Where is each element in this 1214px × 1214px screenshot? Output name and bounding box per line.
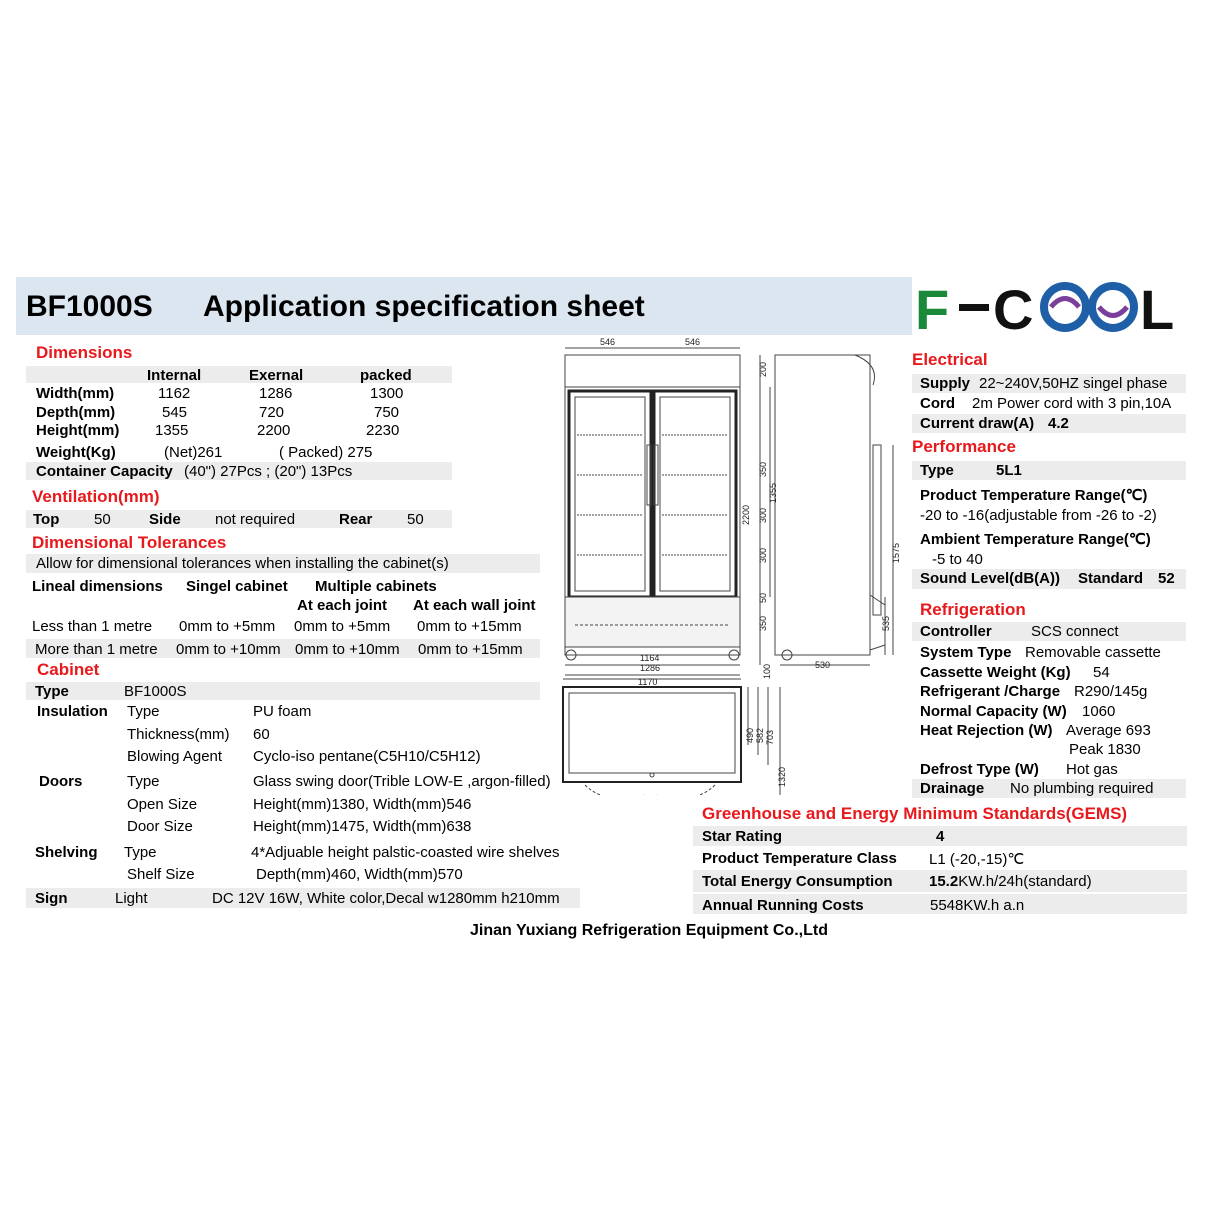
dim-top-right: 703: [765, 729, 775, 745]
spec-value: 4*Adjuable height palstic-coasted wire shelves: [251, 844, 560, 861]
current-label: Current draw(A): [920, 415, 1035, 432]
tol-cell: 0mm to +10mm: [295, 641, 400, 658]
dim-right: 300: [758, 547, 768, 563]
ptr-value: -20 to -16(adjustable from -26 to -2): [920, 507, 1157, 524]
col-multiple: Multiple cabinets: [315, 578, 437, 595]
dim-right: 200: [758, 361, 768, 377]
sub-wall: At each wall joint: [413, 597, 536, 614]
container-label: Container Capacity: [36, 463, 173, 480]
tol-cell: 0mm to +10mm: [176, 641, 281, 658]
dim-side-right: 1575: [891, 542, 901, 563]
capacity-label: Normal Capacity (W): [920, 703, 1067, 720]
col-single: Singel cabinet: [186, 578, 288, 595]
cabinet-heading: Cabinet: [37, 660, 100, 679]
supply-label: Supply: [920, 375, 971, 392]
cell: 2230: [366, 422, 400, 439]
svg-text:F: F: [915, 280, 950, 334]
dim-top-view-width: 1170: [638, 677, 658, 687]
refrigerant-value: R290/145g: [1074, 683, 1148, 700]
performance-heading: Performance: [912, 437, 1016, 456]
sound-label: Sound Level(dB(A)): [920, 570, 1060, 587]
vent-side: not required: [215, 511, 296, 528]
tol-cell: 0mm to +5mm: [294, 618, 391, 635]
f-cool-logo-icon: [915, 280, 1185, 334]
cord-value: 2m Power cord with 3 pin,10A: [972, 395, 1172, 412]
cell: 1286: [259, 385, 293, 402]
refrigeration-heading: Refrigeration: [920, 600, 1026, 619]
current-value: 4.2: [1048, 415, 1069, 432]
gems-value: 4: [936, 828, 945, 845]
spec-key: Open Size: [127, 796, 198, 813]
heat-label: Heat Rejection (W): [920, 722, 1053, 739]
doors-label: Doors: [39, 773, 83, 790]
heat-peak: Peak 1830: [1069, 741, 1141, 758]
row-label: Depth(mm): [36, 404, 116, 421]
spec-value: Height(mm)1380, Width(mm)546: [253, 796, 472, 813]
gems-value: 5548KW.h a.n: [930, 897, 1025, 914]
gems-label: Annual Running Costs: [702, 897, 864, 914]
cabinet-type: BF1000S: [124, 683, 187, 700]
cell: 720: [259, 404, 285, 421]
tol-row-label: More than 1 metre: [35, 641, 158, 658]
tolerances-heading: Dimensional Tolerances: [32, 533, 227, 552]
dimensions-heading: Dimensions: [36, 343, 133, 362]
defrost-value: Hot gas: [1066, 761, 1118, 778]
container-value: (40") 27Pcs ; (20") 13Pcs: [184, 463, 353, 480]
electrical-heading: Electrical: [912, 350, 988, 369]
spec-value: Cyclo-iso pentane(C5H10/C5H12): [253, 748, 481, 765]
spec-value: 60: [253, 726, 270, 743]
cabinet-type-band: [26, 682, 540, 700]
dim-right: 350: [758, 615, 768, 631]
svg-text:L: L: [1140, 280, 1175, 334]
dim-right: 350: [758, 461, 768, 477]
system-label: System Type: [920, 644, 1012, 661]
col-external: Exernal: [249, 367, 304, 384]
sign-label: Sign: [35, 890, 68, 907]
dim-side-bottom: 530: [815, 660, 831, 670]
gems-label: Product Temperature Class: [702, 850, 897, 867]
capacity-value: 1060: [1082, 703, 1116, 720]
refrigerant-label: Refrigerant /Charge: [920, 683, 1061, 700]
col-internal: Internal: [147, 367, 202, 384]
spec-value: Height(mm)1475, Width(mm)638: [253, 818, 472, 835]
dim-right: 2200: [741, 504, 751, 525]
tol-row-label: Less than 1 metre: [32, 618, 153, 635]
sign-value: DC 12V 16W, White color,Decal w1280mm h210mm: [212, 890, 560, 907]
col-lineal: Lineal dimensions: [32, 578, 163, 595]
cord-label: Cord: [920, 395, 955, 412]
dim-right: 50: [758, 592, 768, 603]
gems-label: Total Energy Consumption: [702, 873, 893, 890]
gems-label: Star Rating: [702, 828, 783, 845]
dim-top-right: 582: [755, 727, 765, 743]
spec-key: Type: [127, 773, 160, 790]
energy-unit: KW.h/24h(standard): [958, 873, 1092, 890]
page-title: Application specification sheet: [203, 290, 645, 323]
cell: 2200: [257, 422, 291, 439]
row-label: Width(mm): [36, 385, 115, 402]
dim-top-right: 490: [745, 727, 755, 743]
spec-key: Shelf Size: [127, 866, 195, 883]
weight-packed: ( Packed) 275: [279, 444, 373, 461]
shelving-label: Shelving: [35, 844, 98, 861]
gems-value: L1 (-20,-15)℃: [929, 851, 1025, 868]
drainage-value: No plumbing required: [1010, 780, 1154, 797]
atr-value: -5 to 40: [932, 551, 983, 568]
dim-front-bottom-1: 1164: [640, 653, 660, 663]
dim-top-right: 1320: [777, 766, 787, 787]
cell: 1355: [155, 422, 189, 439]
dim-side-right: 535: [881, 615, 891, 631]
cassette-value: 54: [1093, 664, 1110, 681]
controller-label: Controller: [920, 623, 992, 640]
heat-average: Average 693: [1066, 722, 1151, 739]
ventilation-heading: Ventilation(mm): [32, 487, 160, 506]
company-footer: Jinan Yuxiang Refrigeration Equipment Co.,Ltd: [470, 922, 828, 939]
vent-rear: 50: [407, 511, 424, 528]
cabinet-type-label: Type: [35, 683, 69, 700]
cell: 750: [374, 404, 400, 421]
gems-value: [929, 873, 1092, 890]
system-value: Removable cassette: [1025, 644, 1161, 661]
spec-key: Thickness(mm): [127, 726, 230, 743]
sound-std-label: Standard: [1078, 570, 1144, 587]
spec-key: Blowing Agent: [127, 748, 223, 765]
ptr-label: Product Temperature Range(℃): [920, 487, 1148, 504]
cell: 545: [162, 404, 188, 421]
col-packed: packed: [360, 367, 412, 384]
supply-value: 22~240V,50HZ singel phase: [979, 375, 1168, 392]
sub-joint: At each joint: [297, 597, 388, 614]
cell: 1162: [158, 385, 191, 402]
perf-type: 5L1: [996, 462, 1022, 479]
dim-right: 300: [758, 507, 768, 523]
spec-value: PU foam: [253, 703, 312, 720]
atr-label: Ambient Temperature Range(℃): [920, 531, 1151, 548]
tol-cell: 0mm to +15mm: [418, 641, 523, 658]
spec-key: Type: [127, 703, 160, 720]
technical-drawing: [555, 335, 905, 795]
dim-right: 1355: [768, 482, 778, 503]
vent-side-label: Side: [149, 511, 181, 528]
model-number: BF1000S: [26, 290, 153, 323]
dim-front-top-1: 546: [600, 337, 616, 347]
insulation-label: Insulation: [37, 703, 108, 720]
gems-heading: Greenhouse and Energy Minimum Standards(GEMS): [702, 804, 1128, 823]
tolerances-note: Allow for dimensional tolerances when installing the cabinet(s): [36, 555, 449, 572]
spec-value: Depth(mm)460, Width(mm)570: [256, 866, 463, 883]
row-label: Height(mm): [36, 422, 120, 439]
weight-label: Weight(Kg): [36, 444, 116, 461]
drainage-label: Drainage: [920, 780, 985, 797]
defrost-label: Defrost Type (W): [920, 761, 1039, 778]
spec-key: Type: [124, 844, 157, 861]
weight-net: (Net)261: [164, 444, 223, 461]
perf-type-label: Type: [920, 462, 954, 479]
spec-key: Door Size: [127, 818, 193, 835]
dim-front-top-2: 546: [685, 337, 701, 347]
sign-key: Light: [115, 890, 148, 907]
dim-right: 100: [762, 663, 772, 679]
dim-front-bottom-2: 1286: [640, 663, 661, 673]
vent-rear-label: Rear: [339, 511, 373, 528]
energy-value: 15.2: [929, 873, 959, 890]
svg-text:C: C: [993, 280, 1034, 334]
cell: 1300: [370, 385, 404, 402]
tol-cell: 0mm to +5mm: [179, 618, 276, 635]
cassette-label: Cassette Weight (Kg): [920, 664, 1071, 681]
spec-value: Glass swing door(Trible LOW-E ,argon-filled): [253, 773, 551, 790]
controller-value: SCS connect: [1031, 623, 1119, 640]
sound-value: 52: [1158, 570, 1175, 587]
vent-top-label: Top: [33, 511, 60, 528]
vent-top: 50: [94, 511, 111, 528]
tol-cell: 0mm to +15mm: [417, 618, 522, 635]
